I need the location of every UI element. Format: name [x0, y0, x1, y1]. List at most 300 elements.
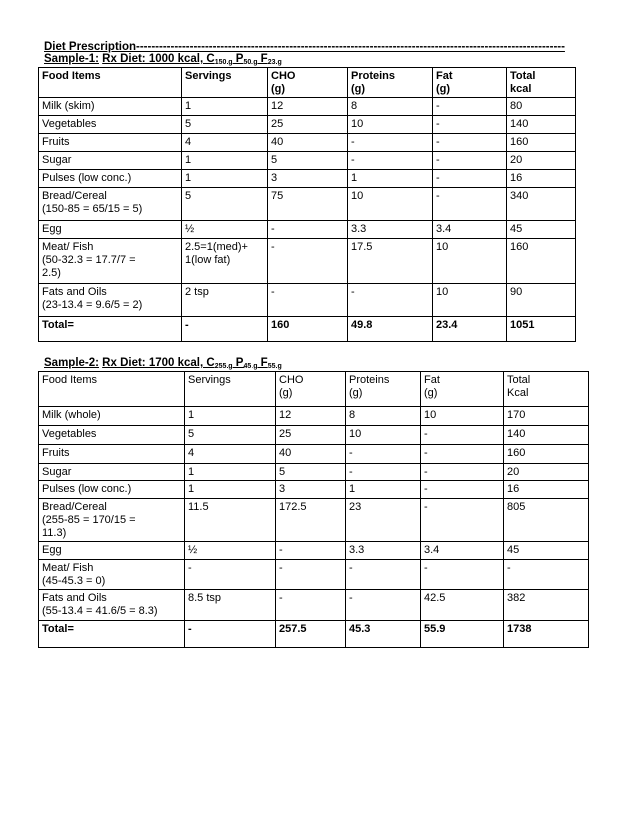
cell-line: 5 [188, 428, 195, 440]
cell-servings [182, 284, 268, 317]
cell-line: 3.4 [424, 544, 440, 556]
table-row [39, 152, 576, 170]
cell-cho [276, 560, 346, 590]
cell-line: Egg [42, 544, 62, 556]
cell-servings [185, 407, 276, 426]
cell-fat [433, 152, 507, 170]
cell-total-kcal [507, 239, 576, 284]
cell-line: kcal [510, 83, 532, 95]
cell-proteins [346, 445, 421, 464]
cell-fat [433, 188, 507, 221]
cell-line: - [351, 154, 355, 166]
cell-food-item [39, 116, 182, 134]
cell-line: - [349, 466, 353, 478]
cell-line: - [436, 172, 440, 184]
cell-line: (45-45.3 = 0) [42, 575, 106, 587]
cell-cho [276, 426, 346, 445]
cell-line: - [351, 286, 355, 298]
cell-line: 160 [507, 447, 526, 459]
total-row [39, 621, 589, 648]
cell-line: Total= [42, 623, 74, 635]
cell-line: - [424, 483, 428, 495]
table-row [39, 98, 576, 116]
cell-line: 25 [279, 428, 292, 440]
cell-line: 2.5=1(med)+ [185, 241, 248, 253]
cell-fat [433, 239, 507, 284]
cell-line: 10 [351, 190, 364, 202]
cell-proteins [348, 317, 433, 342]
sample-2-rx: Rx Diet: 1700 kcal, $C_{255 g}$ $P_{45 g}$ $F_{55 g}$ [102, 357, 282, 370]
cell-fat [433, 134, 507, 152]
cell-line: Fruits [42, 136, 70, 148]
cell-line: 382 [507, 592, 526, 604]
cell-cho [276, 499, 346, 542]
cell-line: Bread/Cereal [42, 190, 107, 202]
header-row [39, 372, 589, 407]
cell-line: 1 [185, 154, 192, 166]
cell-total-kcal [507, 188, 576, 221]
cell-line: (g) [271, 83, 286, 95]
cell-proteins [348, 152, 433, 170]
cell-total-kcal [504, 426, 589, 445]
cell-line: 10 [351, 118, 364, 130]
table-row [39, 407, 589, 426]
cell-servings [185, 426, 276, 445]
sample-2-label: Sample-2: [44, 357, 99, 369]
cell-servings [182, 170, 268, 188]
cell-line: 11.5 [188, 501, 209, 513]
cell-total-kcal [504, 590, 589, 621]
header-proteins [346, 372, 421, 407]
cell-food-item [39, 221, 182, 239]
cell-line: 5 [185, 190, 192, 202]
cell-total-kcal [504, 499, 589, 542]
cell-servings [182, 152, 268, 170]
cell-line: 1738 [507, 623, 532, 635]
sample-1-label: Sample-1: [44, 53, 99, 65]
cell-total-kcal [504, 407, 589, 426]
cell-line: 805 [507, 501, 526, 513]
cell-line: 80 [510, 100, 523, 112]
cell-line: Fat [424, 374, 440, 386]
cell-line: 5 [185, 118, 192, 130]
cell-line: 20 [507, 466, 520, 478]
cell-line: 8 [351, 100, 358, 112]
cell-food-item [39, 152, 182, 170]
cell-fat [433, 98, 507, 116]
cell-line: 25 [271, 118, 284, 130]
cell-servings [182, 98, 268, 116]
cell-line: 16 [507, 483, 520, 495]
header-servings [182, 68, 268, 98]
cell-proteins [348, 134, 433, 152]
cell-food-item [39, 560, 185, 590]
table-row [39, 170, 576, 188]
cell-line: - [271, 223, 275, 235]
cell-line: 1 [349, 483, 356, 495]
cell-proteins [348, 98, 433, 116]
table-row [39, 426, 589, 445]
cell-line: 3 [279, 483, 286, 495]
header-cho [268, 68, 348, 98]
cell-proteins [346, 621, 421, 648]
cell-proteins [348, 284, 433, 317]
cell-line: - [436, 118, 440, 130]
cell-line: Sugar [42, 154, 72, 166]
cell-total-kcal [507, 221, 576, 239]
header-servings [185, 372, 276, 407]
cell-servings [182, 317, 268, 342]
table-row [39, 116, 576, 134]
cell-line: (50-32.3 = 17.7/7 = [42, 254, 136, 266]
cell-line: - [351, 136, 355, 148]
cell-line: 10 [436, 286, 449, 298]
cell-line: 1051 [510, 319, 535, 331]
cell-line: 257.5 [279, 623, 307, 635]
cell-line: Fats and Oils [42, 592, 107, 604]
cell-servings [182, 116, 268, 134]
cell-total-kcal [507, 170, 576, 188]
cell-line: - [349, 592, 353, 604]
header-food-item [39, 68, 182, 98]
cell-line: 1 [185, 100, 192, 112]
cell-line: Total= [42, 319, 74, 331]
cell-fat [421, 426, 504, 445]
cell-cho [268, 284, 348, 317]
table-row [39, 590, 589, 621]
cell-line: - [271, 241, 275, 253]
cell-line: 1 [188, 409, 195, 421]
cell-total-kcal [507, 134, 576, 152]
cell-line: 1 [351, 172, 358, 184]
cell-proteins [346, 499, 421, 542]
cell-line: ½ [185, 223, 195, 235]
cell-fat [433, 284, 507, 317]
cell-proteins [348, 221, 433, 239]
cell-total-kcal [504, 464, 589, 481]
cell-servings [185, 464, 276, 481]
table-row [39, 221, 576, 239]
cell-line: (g) [351, 83, 366, 95]
cell-line: 140 [507, 428, 526, 440]
cell-servings [185, 542, 276, 560]
cell-line: 8.5 tsp [188, 592, 222, 604]
sample-2-table [38, 371, 589, 648]
cell-line: Servings [185, 70, 232, 82]
cell-total-kcal [507, 116, 576, 134]
cell-total-kcal [504, 560, 589, 590]
cell-line: 2.5) [42, 267, 61, 279]
cell-cho [276, 590, 346, 621]
cell-line: (55-13.4 = 41.6/5 = 8.3) [42, 605, 158, 617]
cell-line: 10 [349, 428, 362, 440]
cell-line: 3.4 [436, 223, 452, 235]
cell-line: - [188, 623, 192, 635]
cell-line: Food Items [42, 70, 101, 82]
cell-line: CHO [271, 70, 296, 82]
cell-line: - [507, 562, 511, 574]
cell-servings [185, 621, 276, 648]
cell-line: 1 [188, 483, 195, 495]
cell-line: 3 [271, 172, 278, 184]
cell-line: - [279, 562, 283, 574]
cell-food-item [39, 445, 185, 464]
header-total-kcal [507, 68, 576, 98]
cell-line: 172.5 [279, 501, 307, 513]
header-fat [433, 68, 507, 98]
cell-line: 160 [271, 319, 290, 331]
cell-line: 12 [279, 409, 292, 421]
table-row [39, 134, 576, 152]
cell-line: Milk (skim) [42, 100, 95, 112]
cell-servings [185, 481, 276, 499]
cell-fat [421, 590, 504, 621]
cell-line: 75 [271, 190, 284, 202]
cell-line: Vegetables [42, 428, 97, 440]
cell-line: - [271, 286, 275, 298]
cell-line: - [185, 319, 189, 331]
cell-line: CHO [279, 374, 304, 386]
cell-line: 1 [185, 172, 192, 184]
cell-line: Fats and Oils [42, 286, 107, 298]
cell-line: Bread/Cereal [42, 501, 107, 513]
cell-line: 20 [510, 154, 523, 166]
cell-servings [185, 590, 276, 621]
cell-proteins [346, 481, 421, 499]
cell-cho [268, 221, 348, 239]
cell-cho [276, 407, 346, 426]
cell-line: 45 [510, 223, 523, 235]
header-row [39, 68, 576, 98]
cell-line: Meat/ Fish [42, 562, 94, 574]
table-row [39, 464, 589, 481]
cell-cho [276, 464, 346, 481]
cell-proteins [348, 170, 433, 188]
cell-total-kcal [507, 152, 576, 170]
table-row [39, 445, 589, 464]
cell-line: Fruits [42, 447, 70, 459]
cell-line: - [436, 100, 440, 112]
header-food-item [39, 372, 185, 407]
sample-1-table [38, 67, 576, 342]
cell-line: Total [507, 374, 531, 386]
cell-line: 140 [510, 118, 529, 130]
cell-proteins [348, 239, 433, 284]
cell-line: - [436, 154, 440, 166]
cell-line: 8 [349, 409, 356, 421]
cell-line: 17.5 [351, 241, 373, 253]
cell-line: 160 [510, 241, 529, 253]
cell-line: (150-85 = 65/15 = 5) [42, 203, 143, 215]
cell-food-item [39, 499, 185, 542]
cell-servings [185, 499, 276, 542]
cell-fat [433, 221, 507, 239]
cell-line: 4 [188, 447, 195, 459]
table-row [39, 481, 589, 499]
cell-total-kcal [504, 445, 589, 464]
cell-line: (g) [279, 387, 293, 399]
cell-line: - [349, 562, 353, 574]
header-fat [421, 372, 504, 407]
table-row [39, 499, 589, 542]
cell-proteins [346, 590, 421, 621]
cell-cho [268, 188, 348, 221]
cell-line: 5 [271, 154, 278, 166]
header-cho [276, 372, 346, 407]
cell-food-item [39, 284, 182, 317]
cell-line: Sugar [42, 466, 72, 478]
cell-line: Total [510, 70, 536, 82]
cell-servings [182, 188, 268, 221]
cell-total-kcal [504, 481, 589, 499]
cell-total-kcal [504, 542, 589, 560]
cell-line: - [424, 447, 428, 459]
cell-food-item [39, 426, 185, 445]
cell-cho [276, 481, 346, 499]
cell-cho [268, 116, 348, 134]
cell-line: 3.3 [351, 223, 367, 235]
cell-line: Pulses (low conc.) [42, 172, 132, 184]
cell-line: 40 [279, 447, 292, 459]
cell-line: Proteins [351, 70, 396, 82]
cell-line: 340 [510, 190, 529, 202]
sample-1-heading [44, 53, 282, 65]
cell-line: 12 [271, 100, 284, 112]
cell-food-item [39, 317, 182, 342]
total-row [39, 317, 576, 342]
cell-line: (255-85 = 170/15 = [42, 514, 136, 526]
cell-food-item [39, 621, 185, 648]
cell-total-kcal [504, 621, 589, 648]
cell-line: - [424, 562, 428, 574]
cell-fat [421, 464, 504, 481]
cell-line: 40 [271, 136, 284, 148]
cell-line: 10 [436, 241, 449, 253]
cell-total-kcal [507, 317, 576, 342]
cell-cho [276, 621, 346, 648]
cell-cho [268, 134, 348, 152]
cell-line: Pulses (low conc.) [42, 483, 132, 495]
cell-line: 5 [279, 466, 286, 478]
cell-servings [185, 560, 276, 590]
cell-cho [268, 317, 348, 342]
cell-fat [421, 445, 504, 464]
cell-food-item [39, 590, 185, 621]
cell-line: - [436, 136, 440, 148]
cell-servings [182, 221, 268, 239]
cell-cho [268, 98, 348, 116]
cell-fat [433, 116, 507, 134]
cell-fat [421, 499, 504, 542]
cell-line: 23.4 [436, 319, 458, 331]
cell-food-item [39, 481, 185, 499]
cell-proteins [348, 116, 433, 134]
cell-servings [182, 239, 268, 284]
diet-prescription-heading: Diet Prescription---------------------------------------------------------------------------------------------------------------- [44, 41, 565, 53]
cell-food-item [39, 239, 182, 284]
cell-line: 55.9 [424, 623, 446, 635]
cell-line: - [424, 466, 428, 478]
cell-proteins [346, 560, 421, 590]
cell-line: 49.8 [351, 319, 373, 331]
cell-line: 160 [510, 136, 529, 148]
table-row [39, 560, 589, 590]
cell-fat [421, 542, 504, 560]
cell-line: Servings [188, 374, 231, 386]
cell-food-item [39, 98, 182, 116]
cell-cho [268, 170, 348, 188]
cell-line: - [424, 428, 428, 440]
cell-proteins [346, 542, 421, 560]
cell-line: 16 [510, 172, 523, 184]
cell-line: ½ [188, 544, 198, 556]
cell-line: 45 [507, 544, 520, 556]
cell-line: 42.5 [424, 592, 446, 604]
table-row [39, 239, 576, 284]
cell-line: 23 [349, 501, 362, 513]
cell-proteins [348, 188, 433, 221]
cell-line: (g) [424, 387, 438, 399]
cell-line: 90 [510, 286, 523, 298]
cell-total-kcal [507, 284, 576, 317]
cell-line: 2 tsp [185, 286, 209, 298]
cell-line: Food Items [42, 374, 98, 386]
cell-line: Meat/ Fish [42, 241, 94, 253]
cell-line: - [349, 447, 353, 459]
cell-proteins [346, 407, 421, 426]
cell-cho [268, 152, 348, 170]
cell-servings [182, 134, 268, 152]
cell-line: - [436, 190, 440, 202]
cell-line: Egg [42, 223, 62, 235]
header-total-kcal [504, 372, 589, 407]
cell-line: 3.3 [349, 544, 365, 556]
cell-food-item [39, 464, 185, 481]
cell-food-item [39, 134, 182, 152]
cell-line: Proteins [349, 374, 390, 386]
cell-line: 11.3) [42, 527, 67, 539]
cell-food-item [39, 542, 185, 560]
cell-line: Kcal [507, 387, 529, 399]
cell-line: - [424, 501, 428, 513]
table-row [39, 284, 576, 317]
cell-food-item [39, 407, 185, 426]
cell-servings [185, 445, 276, 464]
cell-cho [276, 542, 346, 560]
table-row [39, 188, 576, 221]
cell-line: 45.3 [349, 623, 371, 635]
cell-fat [421, 560, 504, 590]
cell-proteins [346, 464, 421, 481]
cell-line: 4 [185, 136, 192, 148]
cell-fat [421, 621, 504, 648]
cell-line: Vegetables [42, 118, 97, 130]
cell-fat [421, 481, 504, 499]
cell-fat [433, 170, 507, 188]
cell-total-kcal [507, 98, 576, 116]
cell-line: - [279, 544, 283, 556]
cell-food-item [39, 170, 182, 188]
cell-line: (g) [349, 387, 363, 399]
sample-2-heading [44, 357, 282, 369]
cell-fat [421, 407, 504, 426]
cell-cho [276, 445, 346, 464]
cell-line: Milk (whole) [42, 409, 101, 421]
cell-line: (23-13.4 = 9.6/5 = 2) [42, 299, 143, 311]
table-row [39, 542, 589, 560]
cell-fat [433, 317, 507, 342]
cell-line: 1(low fat) [185, 254, 231, 266]
